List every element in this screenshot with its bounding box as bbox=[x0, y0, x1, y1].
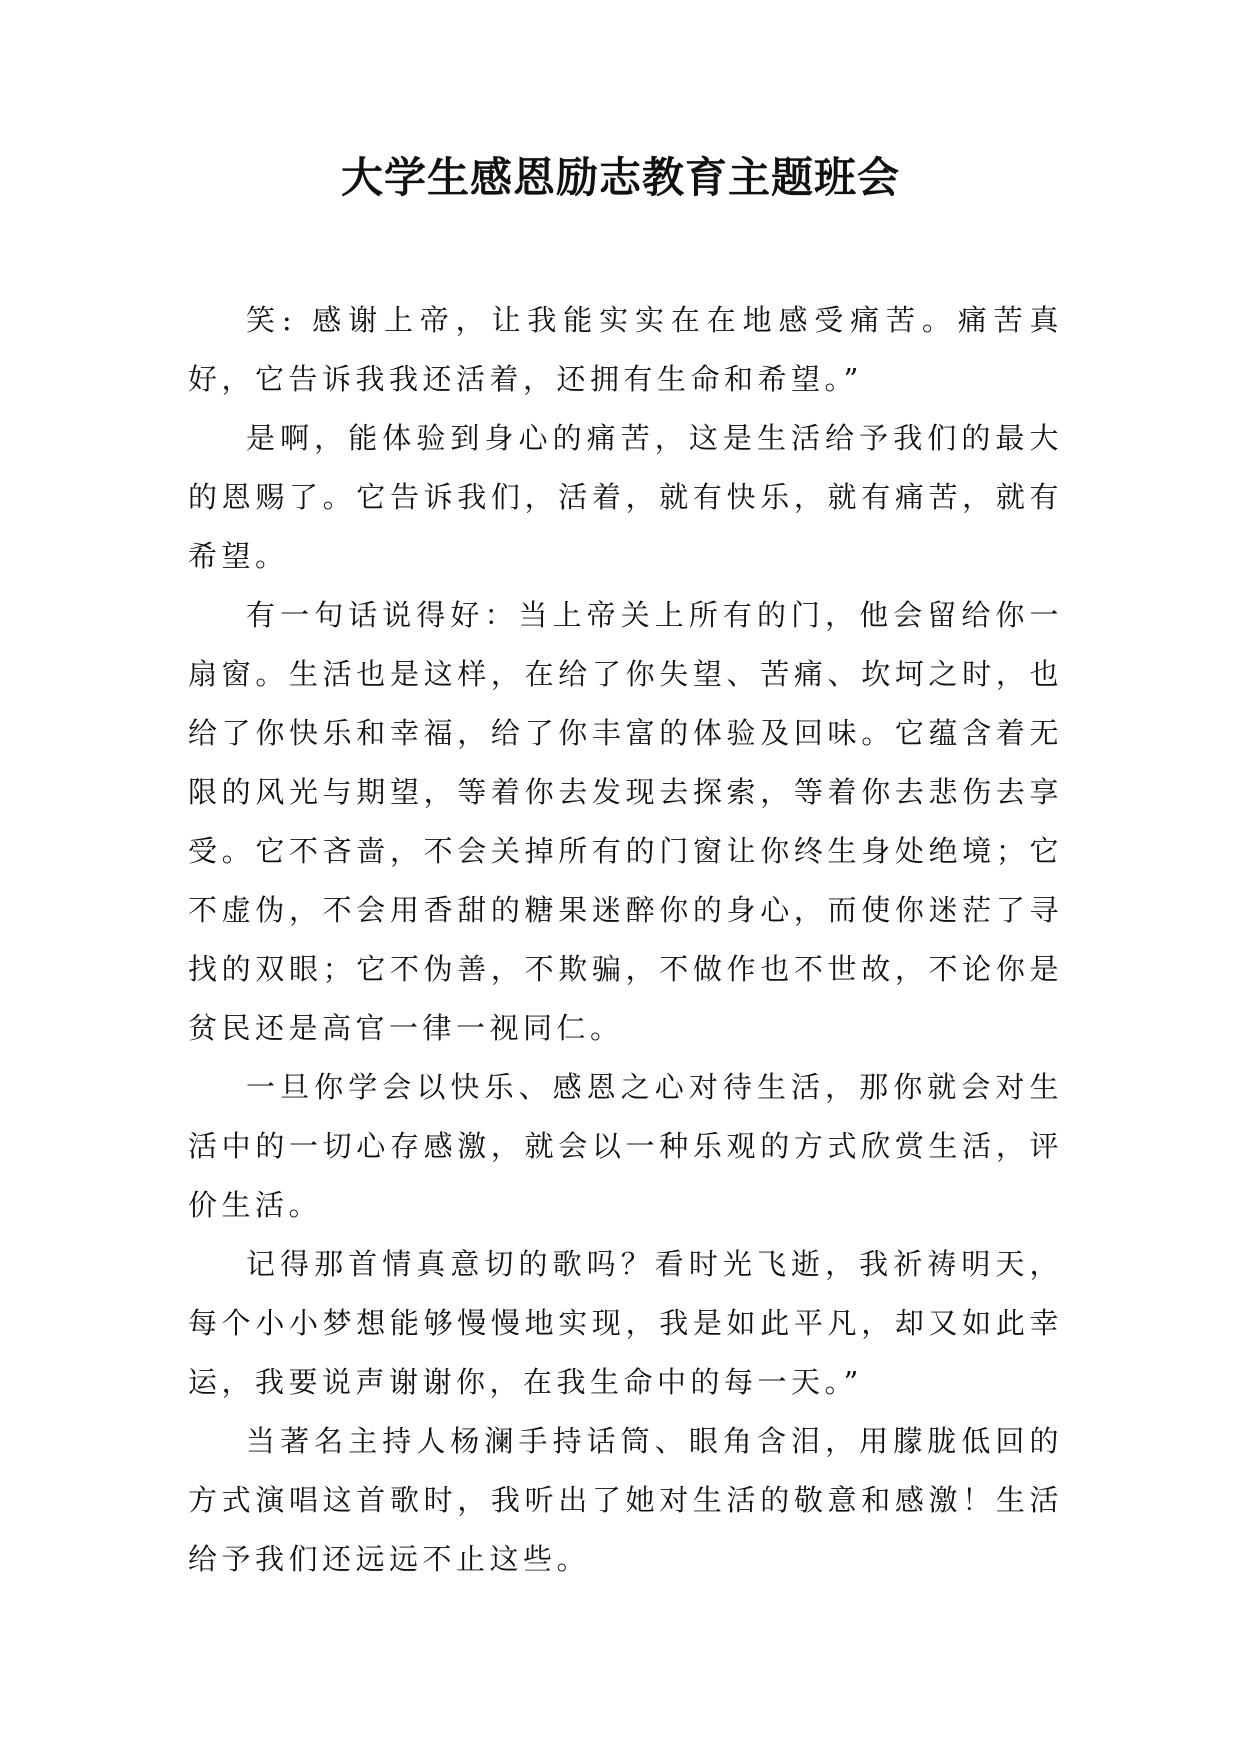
paragraph: 有一句话说得好：当上帝关上所有的门，他会留给你一扇窗。生活也是这样，在给了你失望、苦痛、坎坷之时，也给了你快乐和幸福，给了你丰富的体验及回味。它蕴含着无限的风光与期望，等着你去发现去探索，等着你去悲伤去享受。它不吝啬，不会关掉所有的门窗让你终生身处绝境；它不虚伪，不会用香甜的糖果迷醉你的身心，而使你迷茫了寻找的双眼；它不伪善，不欺骗，不做作也不世故，不论你是贫民还是高官一律一视同仁。 bbox=[188, 598, 1063, 1045]
paragraph: 当著名主持人杨澜手持话筒、眼角含泪，用朦胧低回的方式演唱这首歌时，我听出了她对生活的敬意和感激！生活给予我们还远远不止这些。 bbox=[188, 1424, 1063, 1576]
paragraph: 笑: 感谢上帝，让我能实实在在地感受痛苦。痛苦真好，它告诉我我还活着，还拥有生命和希望。” bbox=[188, 303, 1063, 396]
document-title: 大学生感恩励志教育主题班会 bbox=[340, 153, 900, 202]
document-body bbox=[188, 291, 1063, 1589]
paragraph: 一旦你学会以快乐、感恩之心对待生活，那你就会对生活中的一切心存感激，就会以一种乐观的方式欣赏生活，评价生活。 bbox=[188, 1070, 1063, 1222]
paragraph: 是啊，能体验到身心的痛苦，这是生活给予我们的最大的恩赐了。它告诉我们，活着，就有快乐，就有痛苦，就有希望。 bbox=[188, 421, 1063, 573]
paragraph: 记得那首情真意切的歌吗？看时光飞逝，我祈祷明天，每个小小梦想能够慢慢地实现，我是如此平凡，却又如此幸运，我要说声谢谢你，在我生命中的每一天。” bbox=[188, 1247, 1063, 1399]
